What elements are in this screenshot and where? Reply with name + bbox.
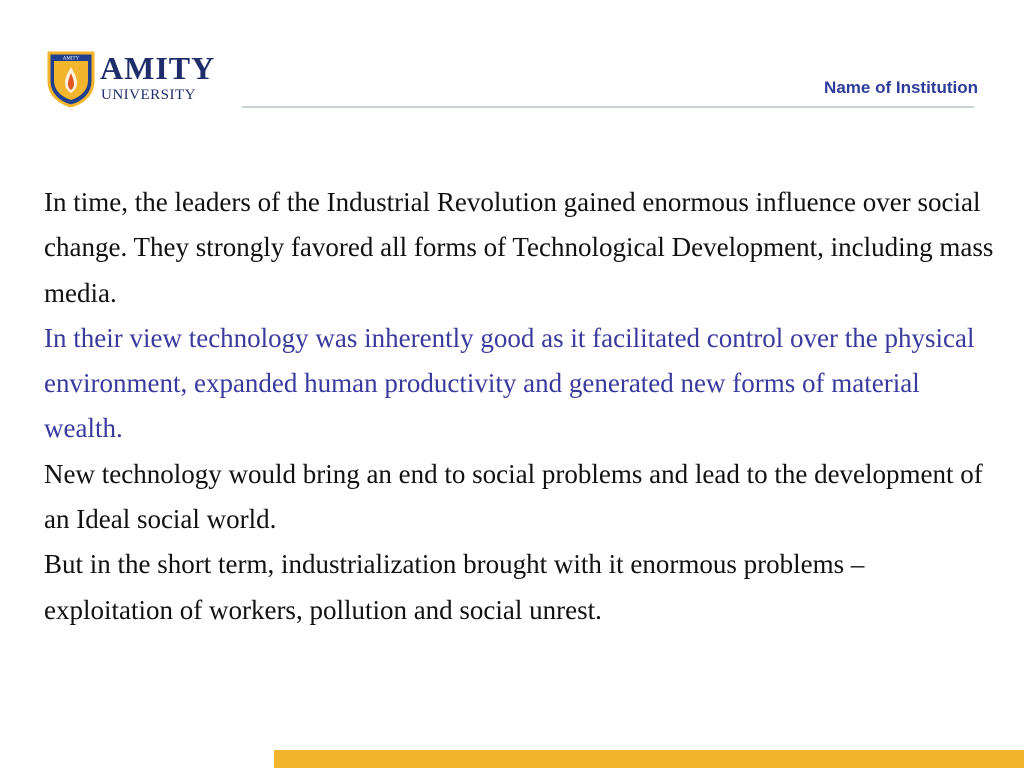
institution-name: Name of Institution: [824, 78, 978, 97]
footer-accent-bar: [274, 750, 1024, 768]
paragraph-2-highlighted: In their view technology was inherently good as it facilitated control over the physical environment, expanded human productivity and generated new forms of material wealth.: [44, 322, 975, 444]
slide-body: [44, 180, 994, 633]
paragraph-1: In time, the leaders of the Industrial Revolution gained enormous influence over social change. They strongly favored all forms of Technological Development, including mass media.: [44, 187, 994, 308]
header-divider: [242, 106, 974, 108]
logo-subtitle: UNIVERSITY: [101, 87, 196, 103]
amity-shield-icon: [46, 51, 96, 107]
logo-name: AMITY: [100, 50, 216, 86]
amity-university-logo: [46, 51, 226, 109]
paragraph-4: But in the short term, industrialization brought with it enormous problems – exploitation of workers, pollution and social unrest.: [44, 549, 865, 625]
logo-shield-text: AMITY: [62, 56, 80, 62]
paragraph-3: New technology would bring an end to social problems and lead to the development of an Ideal social world.: [44, 458, 983, 535]
